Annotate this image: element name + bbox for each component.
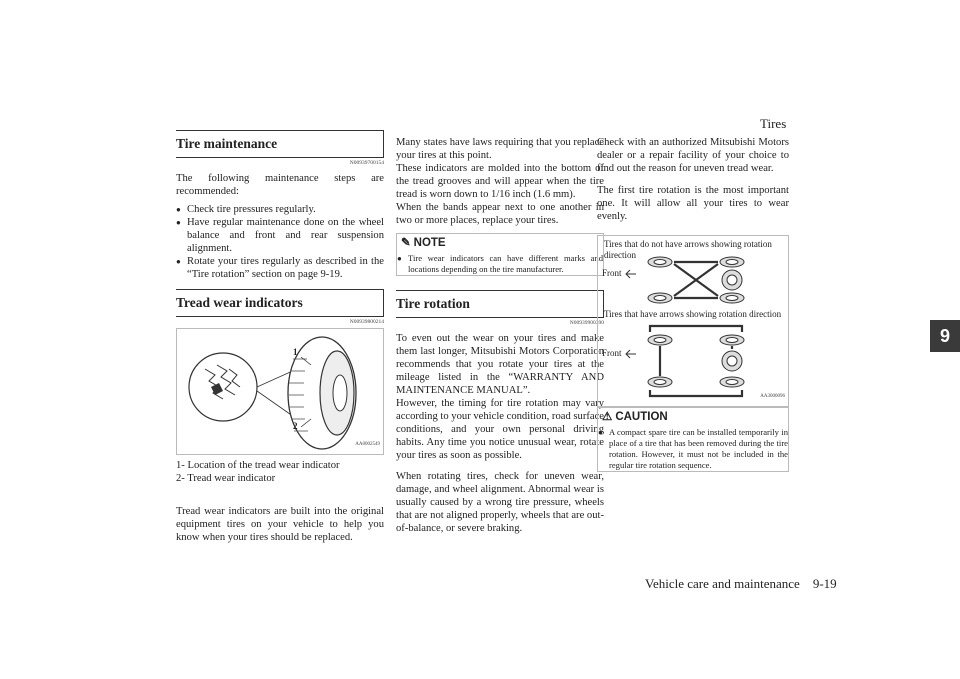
warning-triangle-icon: ⚠ xyxy=(602,411,613,423)
paragraph: The first tire rotation is the most important one. It will allow all your tires to wear evenly. xyxy=(597,185,789,222)
figure-code: AA0002549 xyxy=(355,442,380,447)
paragraph: These indicators are molded into the bottom of the tread grooves and will appear when the tire tread is worn down to 1/16 inch (1.6 mm). xyxy=(396,163,604,200)
label-front-1: Front xyxy=(602,268,622,278)
figure-captions xyxy=(176,459,384,485)
paragraph: When rotating tires, check for uneven wear, damage, and wheel alignment. Abnormal wear is usually caused by a wrong tire pressure, wheels that are not aligned properly, wheels that are out-of-balance, or severe braking. xyxy=(396,471,604,534)
figure-caption: 1- Location of the tread wear indicator xyxy=(176,460,340,471)
maintenance-step: ● Have regular maintenance done on the wheel balance and front and rear suspension alignment. xyxy=(176,216,384,255)
caution-item: ● A compact spare tire can be installed temporarily in place of a tire that has been removed during the tire rotation. However, it must not be included in the regular tire rotation sequence. xyxy=(598,427,788,471)
pencil-icon: ✎ xyxy=(401,237,411,249)
note-list xyxy=(397,253,603,275)
rotation-figure xyxy=(597,235,789,407)
label-with-arrows: Tires that have arrows showing rotation direction xyxy=(604,309,782,319)
label-no-arrows: Tires that do not have arrows showing rotation direction xyxy=(604,239,772,260)
section-heading-tread-wear: Tread wear indicators xyxy=(176,289,384,317)
paragraph: When the bands appear next to one another in two or more places, replace your tires. xyxy=(396,202,604,226)
caution-label: CAUTION xyxy=(615,411,668,423)
maintenance-steps xyxy=(176,203,384,281)
callout-1: 1 xyxy=(293,347,298,357)
column-2 xyxy=(396,136,604,535)
section-code: N00939700154 xyxy=(349,160,384,166)
tread-wear-paragraph: Tread wear indicators are built into the original equipment tires on your vehicle to help you know when your tires should be replaced. xyxy=(176,506,384,543)
section-code: N00939900390 xyxy=(569,320,604,326)
paragraph: However, the timing for tire rotation may vary according to your vehicle condition, road surface conditions, and your own personal driving habits. Any time you notice unusual wear, rotate your tires as soon as possible. xyxy=(396,398,604,461)
paragraph: Many states have laws requiring that you replace your tires at this point. xyxy=(396,137,604,161)
column-3 xyxy=(597,136,789,472)
page-header-title: Tires xyxy=(760,116,787,131)
note-header xyxy=(397,234,603,253)
maintenance-intro: The following maintenance steps are recommended: xyxy=(176,173,384,197)
chapter-tab: 9 xyxy=(930,320,960,352)
caution-header xyxy=(598,408,788,427)
maintenance-step: ● Rotate your tires regularly as described in the “Tire rotation” section on page 9-19. xyxy=(176,255,384,281)
paragraph: To even out the wear on your tires and make them last longer, Mitsubishi Motors Corporation recommends that you rotate your tires at the mileage listed in the “WARRANTY AND MAINTENANCE MANUAL”. xyxy=(396,333,604,396)
maintenance-step: ● Check tire pressures regularly. xyxy=(176,203,384,216)
section-heading-tire-rotation: Tire rotation xyxy=(396,290,604,318)
callout-2: 2 xyxy=(293,421,298,431)
rotation-diagram xyxy=(598,236,788,406)
page-footer: Vehicle care and maintenance 9-19 xyxy=(645,576,837,591)
paragraph: Check with an authorized Mitsubishi Motors dealer or a repair facility of your choice to find out the reason for uneven tread wear. xyxy=(597,137,789,174)
note-item: ● Tire wear indicators can have different marks and locations depending on the tire manufacturer. xyxy=(397,253,603,275)
tread-wear-illustration xyxy=(177,329,383,454)
caution-list xyxy=(598,427,788,471)
label-front-2: Front xyxy=(602,348,622,358)
figure-code: AA3000096 xyxy=(760,394,785,399)
caution-box xyxy=(597,407,789,472)
section-heading-tire-maintenance: Tire maintenance xyxy=(176,130,384,158)
section-code: N00939800214 xyxy=(349,319,384,325)
column-1 xyxy=(176,130,384,544)
note-label: NOTE xyxy=(413,237,446,249)
note-box xyxy=(396,233,604,276)
figure-caption: 2- Tread wear indicator xyxy=(176,473,276,484)
tread-wear-figure xyxy=(176,328,384,455)
